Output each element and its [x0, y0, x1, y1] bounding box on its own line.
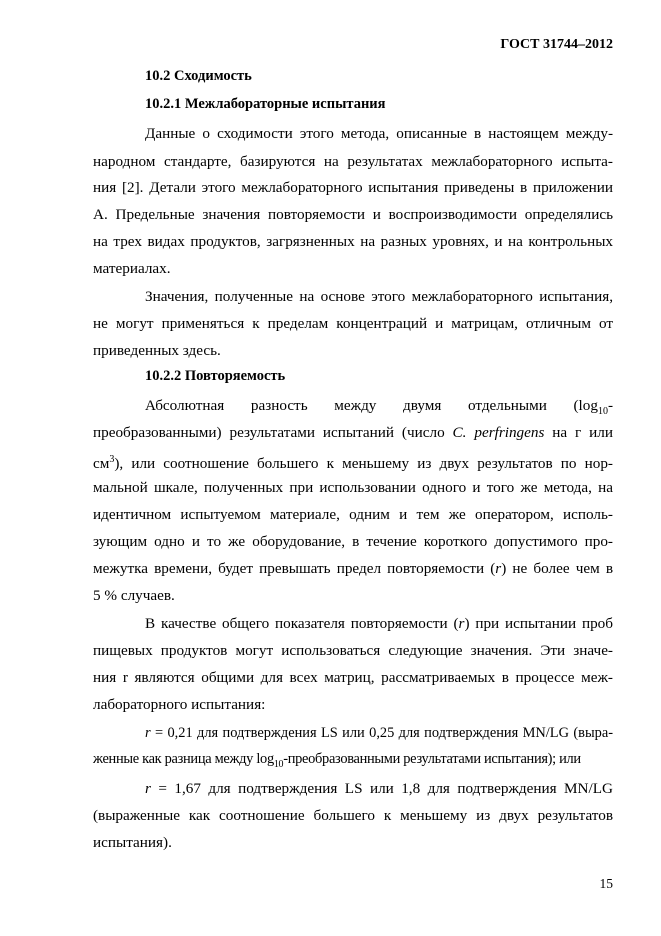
p2-line-2: не могут применяться к пределам концентраций и матрицам, отличным от	[93, 315, 613, 332]
f1-line-2-end: -преобразованными результатами испытания); или	[283, 751, 581, 767]
log-subscript: 10	[597, 406, 608, 418]
p3-line-5: идентичном испытуемом материале, одним и тем же оператором, исполь-	[93, 506, 613, 523]
p3-line-1-text: Абсолютная разность между двумя отдельными (log	[145, 397, 598, 414]
f1-line-1-text: = 0,21 для подтверждения LS или 0,25 для подтверждения MN/LG (выра-	[150, 725, 613, 741]
f1-line-1	[145, 723, 613, 743]
p3-line-2-end: на г или	[544, 424, 613, 441]
heading-10-2: 10.2 Сходимость	[145, 68, 252, 84]
p1-line-3: ния [2]. Детали этого межлабораторного испытания приведены в приложении	[93, 179, 613, 196]
p2-line-1: Значения, полученные на основе этого межлабораторного испытания,	[145, 288, 613, 305]
p4-line-1-end: ) при испытании проб	[464, 615, 613, 632]
p3-line-3-text: ), или соотношение большего к меньшему из двух результатов по нор-	[114, 455, 613, 473]
f2-line-1-text: = 1,67 для подтверждения LS или 1,8 для подтверждения MN/LG	[150, 780, 613, 797]
p4-line-1	[145, 614, 613, 634]
p3-line-1-hyphen: -	[607, 397, 613, 414]
p4-line-4: лабораторного испытания:	[93, 696, 266, 713]
f1-line-2-text: женные как разница между log	[93, 751, 274, 767]
p3-line-8: 5 % случаев.	[93, 587, 175, 604]
p3-line-7	[93, 559, 613, 579]
p3-line-1	[145, 396, 613, 422]
page-number: 15	[599, 876, 613, 891]
p1-line-2: народном стандарте, базируются на результатах межлабораторного испыта-	[93, 153, 613, 170]
heading-10-2-2: 10.2.2 Повторяемость	[145, 368, 286, 384]
unit-cm: см	[93, 455, 110, 473]
log-subscript: 10	[273, 758, 284, 770]
heading-10-2-1: 10.2.1 Межлабораторные испытания	[145, 96, 386, 112]
p1-line-6: материалах.	[93, 260, 171, 277]
f1-line-2	[93, 749, 613, 775]
symbol-r: r	[495, 560, 502, 577]
p4-line-1-text: В качестве общего показателя повторяемости (	[145, 615, 459, 632]
p3-line-2	[93, 423, 613, 443]
p3-line-7-end: ) не более чем в	[501, 560, 613, 577]
f2-line-2: (выраженные как соотношение большего к меньшему из двух результатов	[93, 807, 613, 824]
species-name: C. perfringens	[452, 424, 545, 441]
p4-line-2: пищевых продуктов могут использоваться следующие значения. Эти значе-	[93, 642, 613, 659]
p3-line-6: зующим одно и то же оборудование, в течение короткого допустимого про-	[93, 533, 613, 550]
p3-line-3	[93, 450, 613, 474]
p3-line-2-text: преобразованными) результатами испытаний (число	[93, 424, 453, 441]
p3-line-4: мальной шкале, полученных при использовании одного и того же метода, на	[93, 479, 613, 496]
f2-line-3: испытания).	[93, 834, 172, 851]
document-code: ГОСТ 31744–2012	[500, 37, 613, 52]
p2-line-3: приведенных здесь.	[93, 342, 221, 359]
p3-line-7-text: межутка времени, будет превышать предел повторяемости (	[93, 560, 496, 577]
symbol-r: r	[145, 780, 151, 797]
p4-line-3: ния r являются общими для всех матриц, рассматриваемых в процессе меж-	[93, 669, 613, 686]
symbol-r: r	[145, 725, 151, 741]
p1-line-4: А. Предельные значения повторяемости и воспроизводимости определялись	[93, 206, 613, 223]
unit-superscript: 3	[109, 454, 115, 465]
symbol-r: r	[458, 615, 465, 632]
p1-line-1: Данные о сходимости этого метода, описанные в настоящем между-	[145, 125, 613, 142]
p1-line-5: на трех видах продуктов, загрязненных на разных уровнях, и на контрольных	[93, 233, 613, 250]
f2-line-1	[145, 779, 613, 799]
